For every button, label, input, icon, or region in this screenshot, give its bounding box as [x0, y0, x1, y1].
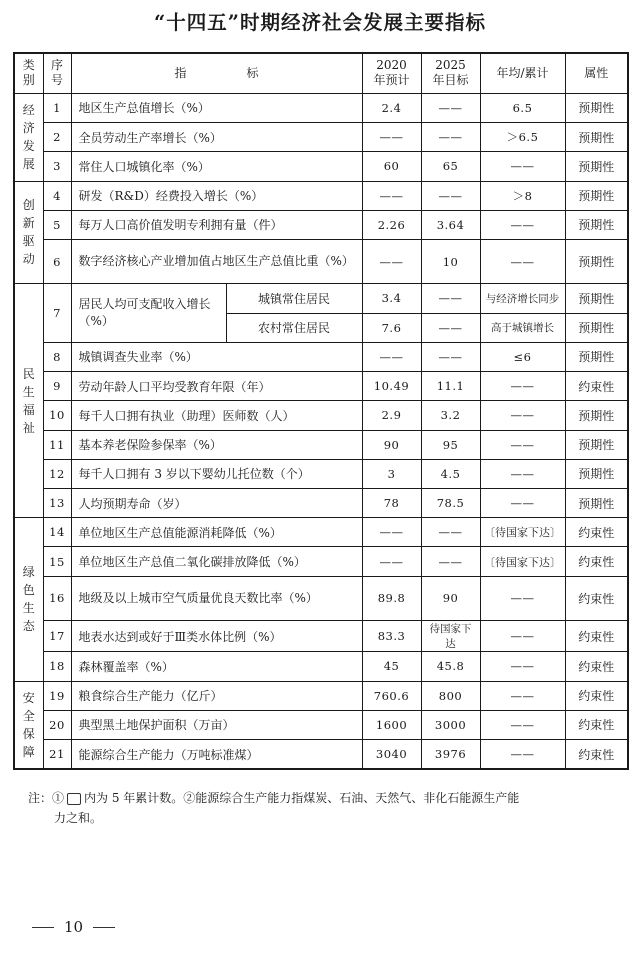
row-2020: 2.4: [362, 93, 421, 122]
row-2025: 3.64: [421, 210, 480, 239]
row-avg: 高于城镇增长: [480, 313, 565, 342]
row-2025: 3.2: [421, 401, 480, 430]
row-no: 9: [43, 372, 71, 401]
row-attr: 约束性: [565, 576, 628, 620]
header-2020: 2020 年预计: [362, 53, 421, 93]
row-avg: ——: [480, 430, 565, 459]
table-row: [14, 576, 628, 620]
row-attr: 预期性: [565, 313, 628, 342]
header-avg: 年均/累计: [480, 53, 565, 93]
header-indicator: 指 标: [71, 53, 362, 93]
row-avg: ≤6: [480, 342, 565, 371]
row-name: 常住人口城镇化率（%）: [71, 152, 362, 181]
row-2025: 45.8: [421, 652, 480, 681]
row-name: 每千人口拥有 3 岁以下婴幼儿托位数（个）: [71, 459, 362, 488]
footnote-text-2: 力之和。: [54, 811, 103, 825]
row-no: 13: [43, 489, 71, 518]
table-row: [14, 152, 628, 181]
row-avg: ——: [480, 489, 565, 518]
table-header-row: [14, 53, 628, 93]
table-row: [14, 518, 628, 547]
row-avg: 与经济增长同步: [480, 284, 565, 313]
row-name: 全员劳动生产率增长（%）: [71, 123, 362, 152]
row-attr: 预期性: [565, 401, 628, 430]
row-name: 每万人口高价值发明专利拥有量（件）: [71, 210, 362, 239]
row-2020: 3.4: [362, 284, 421, 313]
divider: [32, 927, 54, 928]
row-avg: ——: [480, 740, 565, 769]
row-attr: 预期性: [565, 123, 628, 152]
row-2020: ——: [362, 547, 421, 576]
row-no: 2: [43, 123, 71, 152]
row-attr: 预期性: [565, 430, 628, 459]
row-attr: 约束性: [565, 621, 628, 652]
page-number: [22, 918, 125, 936]
row-no: 6: [43, 240, 71, 284]
row-name: 研发（R&D）经费投入增长（%）: [71, 181, 362, 210]
row-2020: 89.8: [362, 576, 421, 620]
row-no: 10: [43, 401, 71, 430]
row-attr: 预期性: [565, 210, 628, 239]
row-no: 21: [43, 740, 71, 769]
row-name: 数字经济核心产业增加值占地区生产总值比重（%）: [71, 240, 362, 284]
row-2020: 60: [362, 152, 421, 181]
row-2020: ——: [362, 240, 421, 284]
table-row: [14, 181, 628, 210]
row-sub-name: 城镇常住居民: [226, 284, 362, 313]
row-2020: 83.3: [362, 621, 421, 652]
table-row: [14, 489, 628, 518]
row-attr: 约束性: [565, 681, 628, 710]
row-avg: ＞8: [480, 181, 565, 210]
table-row: [14, 459, 628, 488]
row-no: 12: [43, 459, 71, 488]
row-2020: 45: [362, 652, 421, 681]
row-attr: 约束性: [565, 710, 628, 739]
row-attr: 预期性: [565, 181, 628, 210]
header-attr: 属性: [565, 53, 628, 93]
row-attr: 预期性: [565, 93, 628, 122]
row-name: 地表水达到或好于Ⅲ类水体比例（%）: [71, 621, 362, 652]
row-name: 每千人口拥有执业（助理）医师数（人）: [71, 401, 362, 430]
category-econ: 经 济 发 展: [14, 93, 43, 181]
row-name: 地区生产总值增长（%）: [71, 93, 362, 122]
row-name: 森林覆盖率（%）: [71, 652, 362, 681]
row-2020: 7.6: [362, 313, 421, 342]
page-number-text: 10: [64, 918, 84, 936]
row-name: 城镇调查失业率（%）: [71, 342, 362, 371]
row-attr: 预期性: [565, 284, 628, 313]
row-2020: 78: [362, 489, 421, 518]
row-2020: 10.49: [362, 372, 421, 401]
row-2025: 65: [421, 152, 480, 181]
row-avg: ＞6.5: [480, 123, 565, 152]
row-name: 劳动年龄人口平均受教育年限（年）: [71, 372, 362, 401]
row-2025: 78.5: [421, 489, 480, 518]
row-avg: 6.5: [480, 93, 565, 122]
table-row: [14, 240, 628, 284]
table-row: [14, 401, 628, 430]
row-name: 人均预期寿命（岁）: [71, 489, 362, 518]
row-avg: ——: [480, 459, 565, 488]
row-2025: ——: [421, 181, 480, 210]
row-attr: 预期性: [565, 459, 628, 488]
row-avg: 〔待国家下达〕: [480, 547, 565, 576]
row-avg: ——: [480, 152, 565, 181]
row-2025: 800: [421, 681, 480, 710]
row-attr: 约束性: [565, 547, 628, 576]
row-name: 基本养老保险参保率（%）: [71, 430, 362, 459]
row-no: 5: [43, 210, 71, 239]
row-2025: 10: [421, 240, 480, 284]
table-row: [14, 430, 628, 459]
page-title: “十四五”时期经济社会发展主要指标: [154, 11, 486, 34]
row-2025: 3000: [421, 710, 480, 739]
row-attr: 约束性: [565, 740, 628, 769]
bracket-icon: [67, 793, 81, 805]
row-2025: ——: [421, 93, 480, 122]
row-no: 8: [43, 342, 71, 371]
table-row: [14, 93, 628, 122]
row-2020: 760.6: [362, 681, 421, 710]
row-no: 14: [43, 518, 71, 547]
indicator-table: [13, 52, 629, 770]
category-security: 安 全 保 障: [14, 681, 43, 769]
row-2025: ——: [421, 123, 480, 152]
row-attr: 预期性: [565, 152, 628, 181]
row-name: 地级及以上城市空气质量优良天数比率（%）: [71, 576, 362, 620]
row-2025: ——: [421, 547, 480, 576]
category-innov: 创 新 驱 动: [14, 181, 43, 284]
table-row: [14, 547, 628, 576]
row-avg: 〔待国家下达〕: [480, 518, 565, 547]
row-2025: ——: [421, 518, 480, 547]
row-2025: ——: [421, 342, 480, 371]
row-avg: ——: [480, 240, 565, 284]
footnote: [28, 788, 618, 828]
row-2025: 90: [421, 576, 480, 620]
row-no: 4: [43, 181, 71, 210]
table-row: [14, 284, 628, 313]
row-2025: 待国家下达: [421, 621, 480, 652]
row-2020: ——: [362, 123, 421, 152]
row-no: 11: [43, 430, 71, 459]
row-2020: 90: [362, 430, 421, 459]
row-2020: 3: [362, 459, 421, 488]
row-no: 19: [43, 681, 71, 710]
header-category: 类别: [14, 53, 43, 93]
row-attr: 预期性: [565, 342, 628, 371]
row-name: 典型黑土地保护面积（万亩）: [71, 710, 362, 739]
row-no: 17: [43, 621, 71, 652]
row-2025: 4.5: [421, 459, 480, 488]
row-attr: 约束性: [565, 518, 628, 547]
row-avg: ——: [480, 681, 565, 710]
table-row: [14, 710, 628, 739]
row-2020: 1600: [362, 710, 421, 739]
row-name: 单位地区生产总值二氧化碳排放降低（%）: [71, 547, 362, 576]
row-no: 1: [43, 93, 71, 122]
row-name: 能源综合生产能力（万吨标准煤）: [71, 740, 362, 769]
row-no: 3: [43, 152, 71, 181]
row-2025: 3976: [421, 740, 480, 769]
table-row: [14, 621, 628, 652]
category-welfare: 民 生 福 祉: [14, 284, 43, 518]
row-2025: ——: [421, 313, 480, 342]
row-avg: ——: [480, 576, 565, 620]
table-row: [14, 372, 628, 401]
row-attr: 预期性: [565, 489, 628, 518]
row-2020: 2.9: [362, 401, 421, 430]
row-2025: 95: [421, 430, 480, 459]
row-2020: ——: [362, 181, 421, 210]
row-avg: ——: [480, 210, 565, 239]
row-name: 粮食综合生产能力（亿斤）: [71, 681, 362, 710]
table-row: [14, 652, 628, 681]
row-no: 15: [43, 547, 71, 576]
row-2025: 11.1: [421, 372, 480, 401]
row-avg: ——: [480, 652, 565, 681]
header-index: 序号: [43, 53, 71, 93]
row-avg: ——: [480, 621, 565, 652]
table-row: [14, 342, 628, 371]
row-attr: 预期性: [565, 240, 628, 284]
row-avg: ——: [480, 372, 565, 401]
header-2025: 2025 年目标: [421, 53, 480, 93]
table-row: [14, 123, 628, 152]
row-2020: ——: [362, 518, 421, 547]
row-no: 18: [43, 652, 71, 681]
row-name: 居民人均可支配收入增长（%）: [71, 284, 226, 342]
footnote-prefix: 注：①: [28, 791, 65, 805]
row-avg: ——: [480, 710, 565, 739]
row-no: 20: [43, 710, 71, 739]
row-2020: ——: [362, 342, 421, 371]
row-attr: 约束性: [565, 372, 628, 401]
row-attr: 约束性: [565, 652, 628, 681]
row-2025: ——: [421, 284, 480, 313]
divider: [93, 927, 115, 928]
table-row: [14, 740, 628, 769]
table-row: [14, 210, 628, 239]
row-avg: ——: [480, 401, 565, 430]
row-no: 16: [43, 576, 71, 620]
row-2020: 3040: [362, 740, 421, 769]
row-no: 7: [43, 284, 71, 342]
row-sub-name: 农村常住居民: [226, 313, 362, 342]
row-2020: 2.26: [362, 210, 421, 239]
footnote-text-1: 内为 5 年累计数。②能源综合生产能力指煤炭、石油、天然气、非化石能源生产能: [84, 791, 520, 805]
category-green: 绿 色 生 态: [14, 518, 43, 681]
row-name: 单位地区生产总值能源消耗降低（%）: [71, 518, 362, 547]
table-row: [14, 681, 628, 710]
